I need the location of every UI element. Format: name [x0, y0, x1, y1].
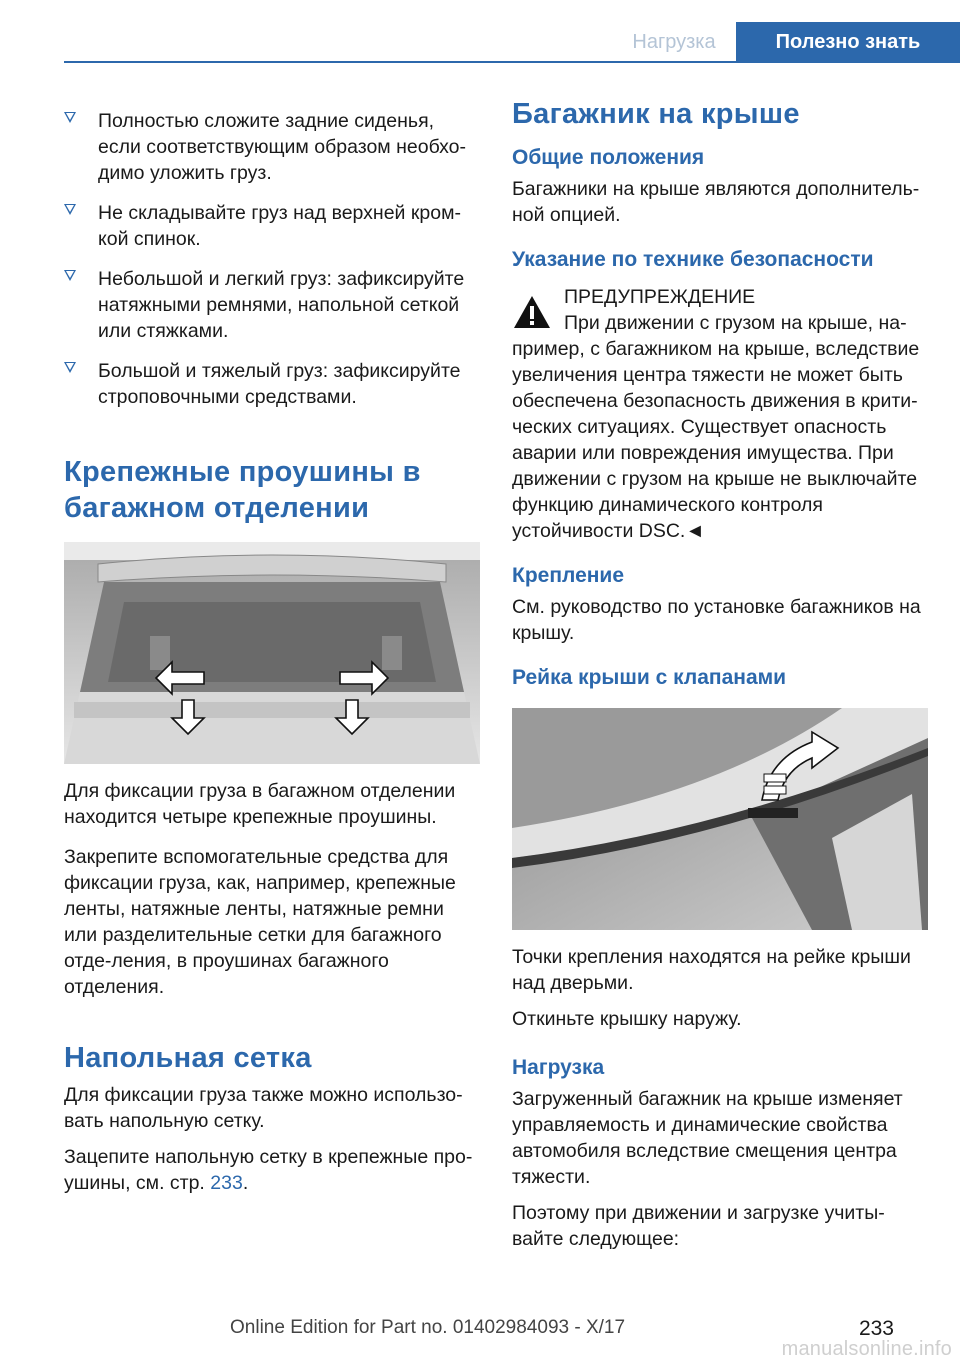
subtitle-roof-rail: Рейка крыши с клапанами: [512, 666, 787, 689]
bullet-triangle-icon: [64, 204, 76, 215]
section-title-floor-net: Напольная сетка: [64, 1042, 312, 1074]
warning-text: При движении с грузом на крыше, на-пример, с багажником на крыше, вследствие увеличения центра тяжести не может быть обеспечена безопасность движения в крити-ческих ситуациях. Существует опасность аварии или повреждения имущества. При движении с грузом на крыше не выключайте функцию динамического контроля устойчивости DSC.◄: [512, 312, 920, 542]
right-column: [512, 96, 930, 1252]
left-column: [64, 80, 482, 1196]
tab-load[interactable]: Нагрузка: [632, 31, 716, 53]
floor-net-paragraph-2: Зацепите напольную сетку в крепежные про-ушины, см. стр. 233.: [64, 1146, 473, 1194]
roof-rail-image: [512, 708, 928, 930]
trunk-image: [64, 542, 480, 764]
general-paragraph: Багажники на крыше являются дополнитель-ной опцией.: [512, 178, 920, 226]
section-title-roof-rack: Багажник на крыше: [512, 98, 800, 130]
header-rule: [64, 61, 960, 63]
anchors-paragraph-1: Для фиксации груза в багажном отделении находится четыре крепежные проушины.: [64, 780, 456, 828]
bullet-list: [64, 108, 482, 410]
floor-net-paragraph-1: Для фиксации груза также можно использо-вать напольную сетку.: [64, 1084, 463, 1132]
list-item: Большой и тяжелый груз: зафиксируйте строповочными средствами.: [64, 358, 482, 410]
page-number: 233: [858, 1317, 894, 1340]
page-header: [0, 0, 960, 62]
section-title-anchors: Крепежные проушины в багажном отделении: [64, 456, 421, 524]
list-item: Не складывайте груз над верхней кром-кой спинок.: [64, 200, 482, 252]
warning-block: [512, 284, 930, 544]
roof-rail-paragraph-1: Точки крепления находятся на рейке крыши над дверьми.: [512, 946, 911, 994]
roof-rail-illustration: [512, 708, 928, 930]
load-paragraph-2: Поэтому при движении и загрузке учиты-вайте следующее:: [512, 1202, 885, 1250]
subtitle-safety: Указание по технике безопасности: [512, 248, 874, 271]
trunk-illustration: [64, 542, 480, 764]
subtitle-general: Общие положения: [512, 146, 705, 169]
warning-triangle-icon: [512, 294, 552, 330]
subtitle-mounting: Крепление: [512, 564, 625, 587]
tab-useful-to-know[interactable]: Полезно знать: [736, 22, 960, 62]
list-item: Небольшой и легкий груз: зафиксируйте натяжными ремнями, напольной сеткой или стяжками.: [64, 266, 482, 344]
load-paragraph-1: Загруженный багажник на крыше изменяет управляемость и динамические свойства автомобиля вследствие смещения центра тяжести.: [512, 1088, 903, 1188]
list-item: Полностью сложите задние сиденья, если соответствующим образом необхо-димо уложить груз.: [64, 108, 482, 186]
bullet-triangle-icon: [64, 112, 76, 123]
roof-rail-paragraph-2: Откиньте крышку наружу.: [512, 1008, 742, 1030]
watermark: manualsonline.info: [781, 1338, 952, 1360]
page-link[interactable]: 233: [210, 1172, 243, 1194]
bullet-triangle-icon: [64, 270, 76, 281]
edition-footer: Online Edition for Part no. 01402984093 - X/17: [230, 1317, 626, 1338]
subtitle-load: Нагрузка: [512, 1056, 605, 1079]
warning-label: ПРЕДУПРЕЖДЕНИЕ: [564, 286, 756, 308]
mounting-paragraph: См. руководство по установке багажников на крышу.: [512, 596, 921, 644]
anchors-paragraph-2: Закрепите вспомогательные средства для фиксации груза, как, например, крепежные ленты, натяжные ленты, натяжные ремни или разделительные сетки для багажного отде-ления, в проушинах багажного отделения.: [64, 846, 456, 998]
bullet-triangle-icon: [64, 362, 76, 373]
